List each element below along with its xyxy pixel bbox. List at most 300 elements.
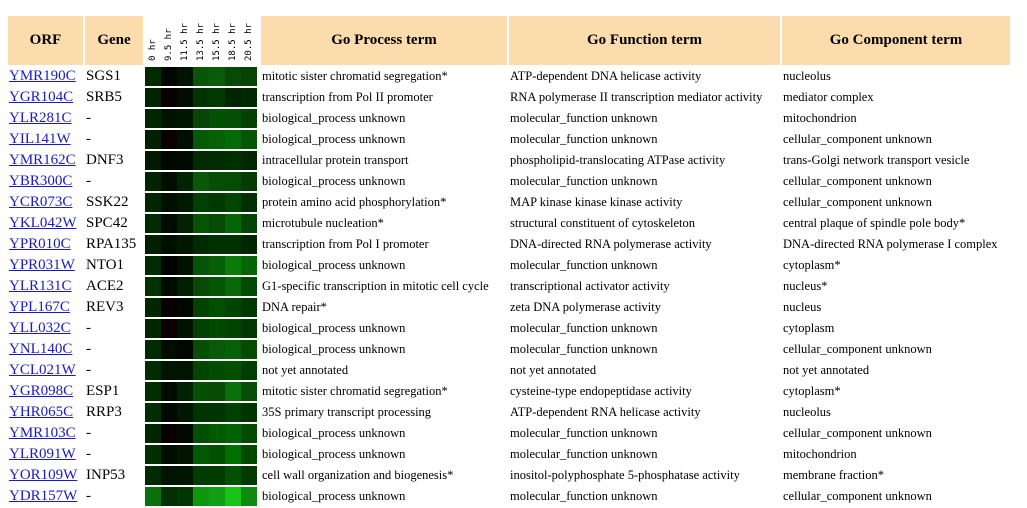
heatmap-cell [145, 382, 161, 401]
heatmap-cell [177, 361, 193, 380]
table-row [8, 172, 1010, 191]
heatmap-cell [225, 466, 241, 485]
process-cell: intracellular protein transport [262, 153, 409, 167]
function-cell: ATP-dependent RNA helicase activity [510, 405, 701, 419]
process-cell: mitotic sister chromatid segregation* [262, 384, 448, 398]
expression-heatmap [145, 403, 259, 422]
function-cell: molecular_function unknown [510, 174, 658, 188]
heatmap-cell [161, 445, 177, 464]
heatmap-cell [225, 214, 241, 233]
table-row [8, 403, 1010, 422]
gene-cell: SGS1 [86, 68, 122, 84]
component-cell: nucleus [783, 300, 822, 314]
process-cell: biological_process unknown [262, 321, 406, 335]
heatmap-cell [145, 277, 161, 296]
heatmap-cell [177, 319, 193, 338]
heatmap-cell [241, 256, 257, 275]
heatmap-cell [161, 214, 177, 233]
table-row [8, 319, 1010, 338]
expression-heatmap [145, 361, 259, 380]
heatmap-cell [193, 487, 209, 506]
heatmap-cell [225, 130, 241, 149]
timepoint-label-text: 0 hr [148, 39, 158, 61]
table-row [8, 256, 1010, 275]
heatmap-cell [209, 151, 225, 170]
process-cell: 35S primary transcript processing [262, 405, 432, 419]
heatmap-cell [177, 403, 193, 422]
table-row [8, 151, 1010, 170]
heatmap-cell [209, 403, 225, 422]
component-cell: nucleus* [783, 279, 828, 293]
function-cell: structural constituent of cytoskeleton [510, 216, 696, 230]
heatmap-cell [161, 466, 177, 485]
heatmap-cell [225, 319, 241, 338]
orf-cell [8, 67, 83, 86]
orf-link[interactable]: YGR104C [9, 89, 74, 105]
heatmap-cell [145, 151, 161, 170]
heatmap-cell [161, 403, 177, 422]
orf-link[interactable]: YMR190C [9, 68, 76, 84]
expression-heatmap [145, 67, 259, 86]
heatmap-cell [193, 361, 209, 380]
expression-heatmap [145, 340, 259, 359]
orf-cell [8, 487, 83, 506]
process-cell: microtubule nucleation* [262, 216, 384, 230]
function-cell: phospholipid-translocating ATPase activity [510, 153, 726, 167]
expression-heatmap [145, 235, 259, 254]
heatmap-cell [161, 298, 177, 317]
heatmap-cell [145, 256, 161, 275]
function-cell: RNA polymerase II transcription mediator activity [510, 90, 763, 104]
orf-link[interactable]: YLR131C [9, 278, 72, 294]
heatmap-cell [241, 382, 257, 401]
timepoint-label [145, 21, 159, 61]
heatmap-cell [241, 319, 257, 338]
heatmap-cell [145, 298, 161, 317]
heatmap-cell [193, 319, 209, 338]
heatmap-cell [241, 403, 257, 422]
expression-heatmap [145, 151, 259, 170]
orf-link[interactable]: YLL032C [9, 320, 71, 336]
heatmap-cell [145, 130, 161, 149]
orf-cell [8, 361, 83, 380]
process-cell: biological_process unknown [262, 342, 406, 356]
heatmap-cell [225, 382, 241, 401]
heatmap-cell [225, 298, 241, 317]
timepoint-label-text: 18.5 hr [228, 23, 238, 61]
orf-cell [8, 298, 83, 317]
orf-link[interactable]: YBR300C [9, 173, 73, 189]
heatmap-cell [193, 277, 209, 296]
process-cell: transcription from Pol II promoter [262, 90, 433, 104]
heatmap-cell [145, 340, 161, 359]
heatmap-cell [161, 319, 177, 338]
orf-link[interactable]: YGR098C [9, 383, 74, 399]
orf-cell [8, 382, 83, 401]
gene-cell: INP53 [86, 467, 126, 483]
process-cell: DNA repair* [262, 300, 327, 314]
heatmap-cell [241, 361, 257, 380]
orf-cell [8, 277, 83, 296]
table-row [8, 193, 1010, 212]
process-cell: biological_process unknown [262, 447, 406, 461]
gene-cell: NTO1 [86, 257, 125, 273]
heatmap-cell [177, 298, 193, 317]
expression-heatmap [145, 382, 259, 401]
function-cell: ATP-dependent DNA helicase activity [510, 69, 702, 83]
heatmap-cell [209, 298, 225, 317]
component-cell: mitochondrion [783, 447, 857, 461]
heatmap-cell [209, 319, 225, 338]
gene-cell: RRP3 [86, 404, 122, 420]
heatmap-cell [177, 466, 193, 485]
orf-link[interactable]: YOR109W [9, 467, 78, 483]
heatmap-cell [145, 235, 161, 254]
heatmap-cell [209, 277, 225, 296]
orf-cell [8, 256, 83, 275]
component-cell: cytoplasm [783, 321, 835, 335]
gene-cell: ACE2 [86, 278, 124, 294]
heatmap-cell [209, 424, 225, 443]
orf-link[interactable]: YMR103C [9, 425, 76, 441]
function-cell: molecular_function unknown [510, 321, 658, 335]
function-cell: molecular_function unknown [510, 426, 658, 440]
component-cell: cellular_component unknown [783, 174, 932, 188]
orf-cell [8, 424, 83, 443]
heatmap-cell [145, 214, 161, 233]
function-cell: not yet annotated [510, 363, 597, 377]
orf-link[interactable]: YLR091W [9, 446, 76, 462]
heatmap-cell [209, 88, 225, 107]
function-cell: molecular_function unknown [510, 111, 658, 125]
process-cell: biological_process unknown [262, 132, 406, 146]
expression-heatmap [145, 445, 259, 464]
heatmap-cell [145, 172, 161, 191]
heatmap-cell [209, 193, 225, 212]
component-cell: cellular_component unknown [783, 426, 932, 440]
table-row [8, 382, 1010, 401]
gene-header: Gene [85, 16, 143, 65]
function-cell: cysteine-type endopeptidase activity [510, 384, 692, 398]
gene-cell: RPA135 [86, 236, 137, 252]
heatmap-cell [145, 424, 161, 443]
orf-link[interactable]: YPL167C [9, 299, 70, 315]
gene-cell: - [86, 131, 91, 147]
timepoint-label [193, 21, 207, 61]
heatmap-cell [177, 445, 193, 464]
expression-heatmap [145, 130, 259, 149]
timepoint-label [161, 21, 175, 61]
orf-link[interactable]: YNL140C [9, 341, 73, 357]
process-cell: biological_process unknown [262, 489, 406, 503]
heatmap-cell [193, 67, 209, 86]
heatmap-cell [161, 235, 177, 254]
heatmap-cell [161, 151, 177, 170]
process-cell: protein amino acid phosphorylation* [262, 195, 447, 209]
heatmap-cell [241, 214, 257, 233]
heatmap-cell [177, 88, 193, 107]
heatmap-cell [177, 340, 193, 359]
heatmap-cell [177, 382, 193, 401]
timepoint-label-text: 20.5 hr [244, 23, 254, 61]
expression-heatmap [145, 256, 259, 275]
gene-cell: - [86, 362, 91, 378]
heatmap-cell [209, 172, 225, 191]
heatmap-cell [177, 424, 193, 443]
heatmap-cell [241, 130, 257, 149]
header-row [8, 16, 1010, 65]
gene-table [6, 14, 1012, 508]
expression-heatmap [145, 319, 259, 338]
heatmap-cell [193, 109, 209, 128]
gene-cell: DNF3 [86, 152, 124, 168]
heatmap-cell [241, 487, 257, 506]
expression-heatmap [145, 487, 259, 506]
heatmap-cell [177, 214, 193, 233]
function-cell: MAP kinase kinase kinase activity [510, 195, 683, 209]
heatmap-cell [193, 382, 209, 401]
component-header: Go Component term [782, 16, 1010, 65]
heatmap-cell [177, 487, 193, 506]
table-row [8, 67, 1010, 86]
function-header: Go Function term [509, 16, 780, 65]
heatmap-cell [161, 109, 177, 128]
heatmap-cell [209, 466, 225, 485]
expression-heatmap [145, 109, 259, 128]
orf-cell [8, 130, 83, 149]
orf-cell [8, 193, 83, 212]
gene-cell: - [86, 173, 91, 189]
gene-cell: - [86, 341, 91, 357]
heatmap-cell [241, 151, 257, 170]
heatmap-cell [145, 319, 161, 338]
process-cell: not yet annotated [262, 363, 349, 377]
expression-heatmap [145, 214, 259, 233]
component-cell: cellular_component unknown [783, 342, 932, 356]
heatmap-cell [161, 382, 177, 401]
heatmap-cell [209, 109, 225, 128]
timepoint-label-text: 15.5 hr [212, 23, 222, 61]
component-cell: cellular_component unknown [783, 489, 932, 503]
function-cell: molecular_function unknown [510, 342, 658, 356]
orf-link[interactable]: YKL042W [9, 215, 77, 231]
heatmap-cell [225, 340, 241, 359]
heatmap-cell [177, 172, 193, 191]
heatmap-cell [161, 172, 177, 191]
gene-cell: - [86, 446, 91, 462]
heatmap-cell [193, 88, 209, 107]
gene-cell: SRB5 [86, 89, 122, 105]
orf-cell [8, 109, 83, 128]
process-cell: G1-specific transcription in mitotic cell cycle [262, 279, 489, 293]
heatmap-cell [145, 109, 161, 128]
heatmap-cell [241, 88, 257, 107]
heatmap-cell [193, 403, 209, 422]
heatmap-cell [177, 151, 193, 170]
expression-heatmap [145, 298, 259, 317]
orf-link[interactable]: YPR031W [9, 257, 75, 273]
component-cell: cellular_component unknown [783, 132, 932, 146]
heatmap-cell [209, 130, 225, 149]
orf-link[interactable]: YCL021W [9, 362, 76, 378]
expression-heatmap [145, 193, 259, 212]
orf-link[interactable]: YLR281C [9, 110, 72, 126]
table-row [8, 361, 1010, 380]
process-cell: biological_process unknown [262, 258, 406, 272]
heatmap-cell [241, 277, 257, 296]
timepoint-label-text: 13.5 hr [196, 23, 206, 61]
heatmap-cell [241, 109, 257, 128]
heatmap-cell [177, 109, 193, 128]
heatmap-cell [225, 487, 241, 506]
component-cell: nucleolus [783, 405, 831, 419]
orf-cell [8, 466, 83, 485]
orf-header: ORF [8, 16, 83, 65]
heatmap-cell [145, 445, 161, 464]
heatmap-cell [209, 487, 225, 506]
heatmap-cell [225, 277, 241, 296]
heatmap-cell [145, 487, 161, 506]
orf-cell [8, 214, 83, 233]
heatmap-cell [161, 424, 177, 443]
heatmap-cell [161, 487, 177, 506]
table-row [8, 424, 1010, 443]
heatmap-cell [225, 88, 241, 107]
component-cell: cytoplasm* [783, 258, 841, 272]
heatmap-cell [161, 88, 177, 107]
timepoint-label [177, 21, 191, 61]
orf-cell [8, 151, 83, 170]
table-row [8, 487, 1010, 506]
process-cell: biological_process unknown [262, 426, 406, 440]
heatmap-cell [161, 256, 177, 275]
timepoint-label-text: 9.5 hr [164, 28, 174, 61]
heatmap-cell [225, 445, 241, 464]
heatmap-cell [225, 193, 241, 212]
heatmap-cell [177, 193, 193, 212]
timepoint-label-text: 11.5 hr [180, 23, 190, 61]
heatmap-cell [177, 67, 193, 86]
heatmap-cell [161, 340, 177, 359]
heatmap-cell [209, 256, 225, 275]
gene-cell: - [86, 488, 91, 504]
table-row [8, 445, 1010, 464]
orf-link[interactable]: YIL141W [9, 131, 71, 147]
heatmap-cell [145, 193, 161, 212]
orf-link[interactable]: YDR157W [9, 488, 78, 504]
timepoint-label [241, 21, 255, 61]
gene-cell: REV3 [86, 299, 124, 315]
component-cell: mitochondrion [783, 111, 857, 125]
heatmap-cell [225, 172, 241, 191]
heatmap-cell [241, 193, 257, 212]
table-row [8, 214, 1010, 233]
heatmap-cell [241, 298, 257, 317]
heatmap-cell [209, 361, 225, 380]
orf-link[interactable]: YCR073C [9, 194, 73, 210]
heatmap-cell [225, 403, 241, 422]
orf-link[interactable]: YHR065C [9, 404, 74, 420]
heatmap-cell [193, 151, 209, 170]
heatmap-cell [177, 256, 193, 275]
heatmap-cell [241, 445, 257, 464]
table-row [8, 130, 1010, 149]
heatmap-cell [209, 214, 225, 233]
heatmap-cell [193, 256, 209, 275]
heatmap-cell [225, 235, 241, 254]
heatmap-cell [225, 256, 241, 275]
heatmap-cell [193, 172, 209, 191]
heatmap-cell [193, 340, 209, 359]
component-cell: cytoplasm* [783, 384, 841, 398]
heatmap-cell [241, 424, 257, 443]
gene-cell: SPC42 [86, 215, 128, 231]
function-cell: molecular_function unknown [510, 447, 658, 461]
process-cell: cell wall organization and biogenesis* [262, 468, 454, 482]
process-cell: mitotic sister chromatid segregation* [262, 69, 448, 83]
component-cell: trans-Golgi network transport vesicle [783, 153, 970, 167]
gene-cell: ESP1 [86, 383, 120, 399]
process-cell: biological_process unknown [262, 174, 406, 188]
heatmap-cell [145, 67, 161, 86]
table-row [8, 298, 1010, 317]
heatmap-cell [209, 235, 225, 254]
gene-cell: - [86, 110, 91, 126]
heatmap-cell [209, 340, 225, 359]
heatmap-cell [225, 151, 241, 170]
heatmap-cell [241, 235, 257, 254]
heatmap-cell [177, 277, 193, 296]
heatmap-cell [193, 466, 209, 485]
heatmap-cell [177, 130, 193, 149]
orf-cell [8, 172, 83, 191]
function-cell: DNA-directed RNA polymerase activity [510, 237, 712, 251]
orf-cell [8, 403, 83, 422]
heatmap-cell [241, 67, 257, 86]
heatmap-cell [161, 67, 177, 86]
heatmap-cell [161, 277, 177, 296]
function-cell: transcriptional activator activity [510, 279, 670, 293]
table-row [8, 88, 1010, 107]
timepoint-header [145, 16, 259, 65]
component-cell: not yet annotated [783, 363, 870, 377]
table-row [8, 277, 1010, 296]
component-cell: central plaque of spindle pole body* [783, 216, 966, 230]
process-cell: biological_process unknown [262, 111, 406, 125]
table-row [8, 466, 1010, 485]
orf-cell [8, 88, 83, 107]
heatmap-cell [145, 466, 161, 485]
expression-heatmap [145, 172, 259, 191]
orf-link[interactable]: YMR162C [9, 152, 76, 168]
heatmap-cell [193, 193, 209, 212]
expression-heatmap [145, 277, 259, 296]
heatmap-cell [161, 193, 177, 212]
orf-link[interactable]: YPR010C [9, 236, 71, 252]
heatmap-cell [225, 424, 241, 443]
heatmap-cell [225, 361, 241, 380]
heatmap-cell [193, 130, 209, 149]
heatmap-cell [145, 403, 161, 422]
component-cell: nucleolus [783, 69, 831, 83]
function-cell: inositol-polyphosphate 5-phosphatase activity [510, 468, 740, 482]
heatmap-cell [161, 361, 177, 380]
heatmap-cell [225, 67, 241, 86]
process-cell: transcription from Pol I promoter [262, 237, 429, 251]
orf-cell [8, 235, 83, 254]
component-cell: cellular_component unknown [783, 195, 932, 209]
process-header: Go Process term [261, 16, 507, 65]
